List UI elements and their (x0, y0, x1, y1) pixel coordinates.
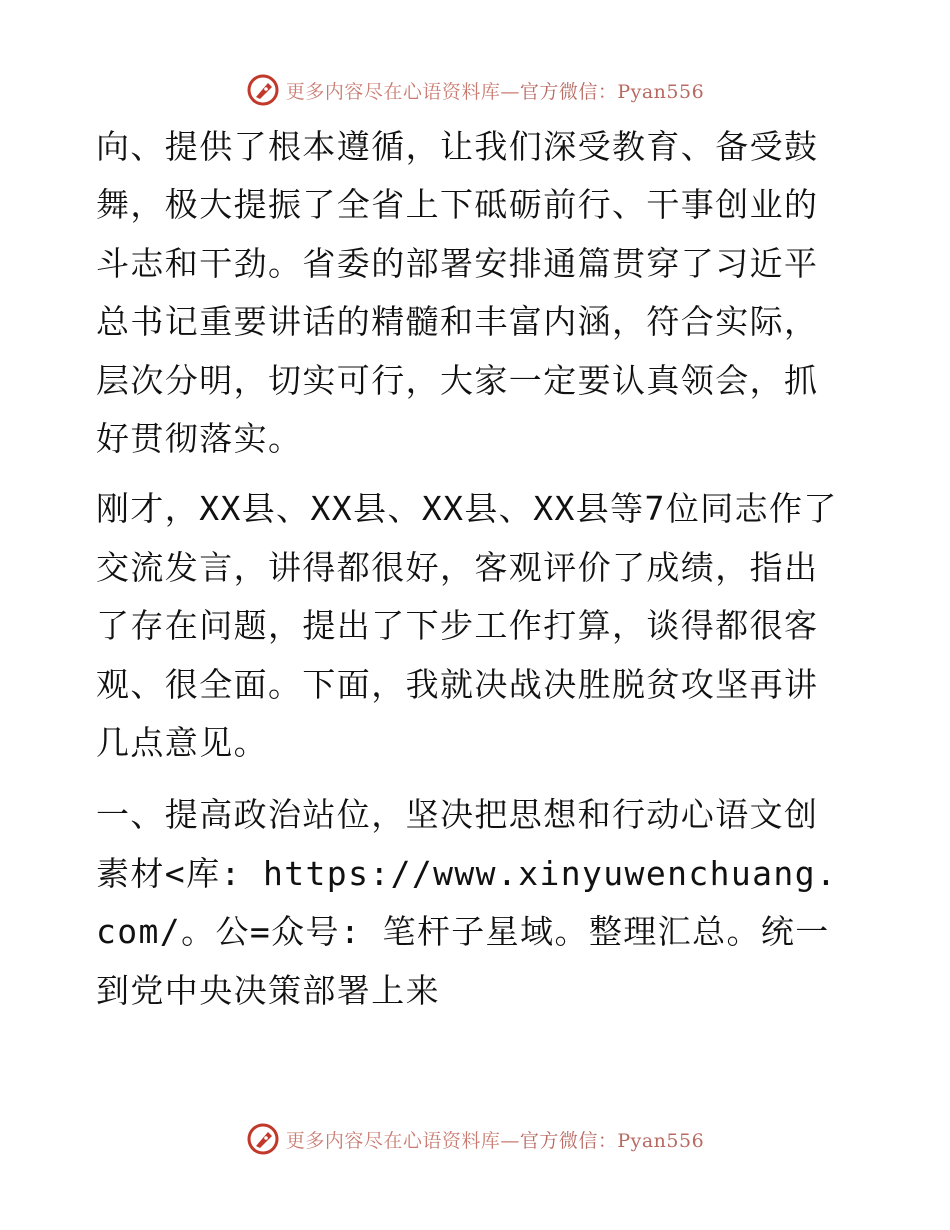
paragraph-1: 向、提供了根本遵循，让我们深受教育、备受鼓舞，极大提振了全省上下砥砺前行、干事创业的斗志和干劲。省委的部署安排通篇贯穿了习近平总书记重要讲话的精髓和丰富内涵，符合实际，层次分明，切实可行，大家一定要认真领会，抓好贯彻落实。 (96, 127, 819, 459)
watermark-text (286, 77, 704, 104)
watermark-text (286, 1126, 704, 1153)
pen-nib-logo-icon (246, 73, 280, 107)
document-body (96, 118, 848, 1020)
watermark-header (0, 70, 950, 110)
paragraph-2: 刚才，XX县、XX县、XX县、XX县等7位同志作了交流发言，讲得都很好，客观评价了成绩，指出了存在问题，提出了下步工作打算，谈得都很客观、很全面。下面，我就决战决胜脱贫攻坚再讲几点意见。 (96, 489, 838, 763)
watermark-brand: 更多内容尽在心语资料库 (285, 80, 501, 103)
watermark-footer (0, 1119, 950, 1159)
watermark-separator: — (500, 1129, 520, 1152)
watermark-contact: 官方微信：Pyan556 (519, 1129, 705, 1152)
watermark-brand: 更多内容尽在心语资料库 (285, 1129, 501, 1152)
pen-nib-logo-icon (246, 1122, 280, 1156)
paragraph-3: 一、提高政治站位，坚决把思想和行动心语文创素材<库: https://www.xinyuwenchuang.com/。公=众号: 笔杆子星域。整理汇总。统一到党中央决策部署上来 (96, 795, 838, 1010)
watermark-contact: 官方微信：Pyan556 (519, 80, 705, 103)
watermark-separator: — (500, 80, 520, 103)
